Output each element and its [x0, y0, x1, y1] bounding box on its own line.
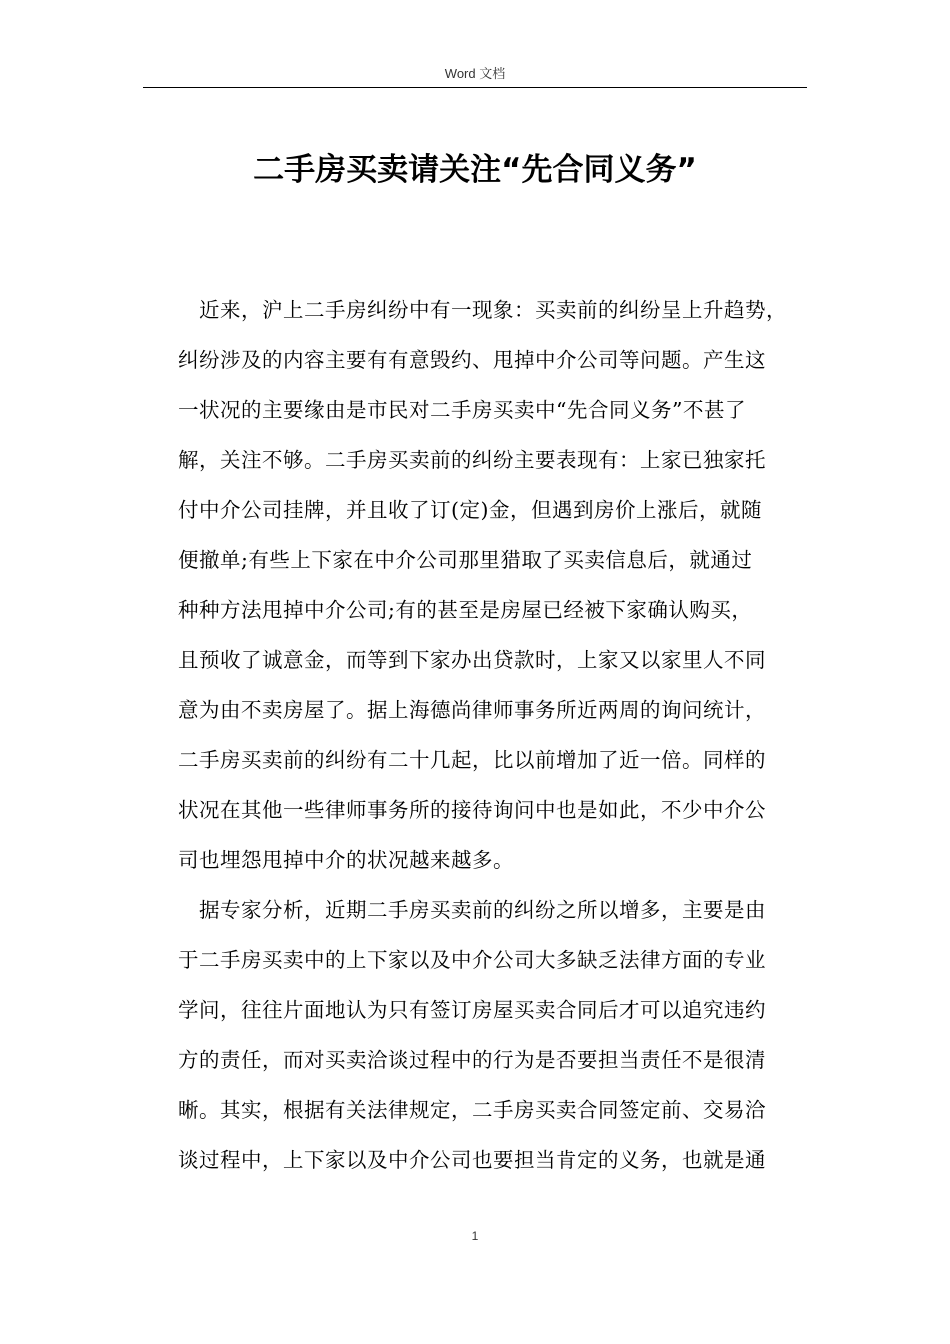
- text-line: 于二手房买卖中的上下家以及中介公司大多缺乏法律方面的专业: [178, 948, 766, 972]
- text-line: 意为由不卖房屋了。据上海德尚律师事务所近两周的询问统计，: [178, 698, 766, 722]
- text-line: 付中介公司挂牌，并且收了订(定)金，但遇到房价上涨后，就随: [178, 498, 762, 522]
- document-body: [178, 292, 804, 1192]
- text-line: 方的责任，而对买卖洽谈过程中的行为是否要担当责任不是很清: [178, 1048, 766, 1072]
- text-line: 据专家分析，近期二手房买卖前的纠纷之所以增多，主要是由: [199, 898, 766, 922]
- document-title: 二手房买卖请关注“先合同义务”: [253, 152, 697, 188]
- text-line: 种种方法甩掉中介公司;有的甚至是房屋已经被下家确认购买，: [178, 598, 753, 622]
- header-rule: [143, 87, 807, 88]
- text-line: 谈过程中，上下家以及中介公司也要担当肯定的义务，也就是通: [178, 1148, 766, 1172]
- text-line: 一状况的主要缘由是市民对二手房买卖中“先合同义务”不甚了: [178, 398, 746, 422]
- text-line: 司也埋怨甩掉中介的状况越来越多。: [178, 848, 514, 872]
- page-number: 1: [471, 1229, 479, 1243]
- text-line: 学问，往往片面地认为只有签订房屋买卖合同后才可以追究违约: [178, 998, 766, 1022]
- text-line: 便撤单;有些上下家在中介公司那里猎取了买卖信息后，就通过: [178, 548, 753, 572]
- text-line: 且预收了诚意金，而等到下家办出贷款时，上家又以家里人不同: [178, 648, 766, 672]
- text-line: 二手房买卖前的纠纷有二十几起，比以前增加了近一倍。同样的: [178, 748, 766, 772]
- document-header: Word 文档: [444, 66, 506, 81]
- text-line: 解，关注不够。二手房买卖前的纠纷主要表现有：上家已独家托: [178, 448, 766, 472]
- paragraph-1: [178, 292, 804, 892]
- paragraph-2: [178, 892, 804, 1192]
- text-line: 近来，沪上二手房纠纷中有一现象：买卖前的纠纷呈上升趋势，: [199, 298, 787, 322]
- text-line: 纠纷涉及的内容主要有有意毁约、甩掉中介公司等问题。产生这: [178, 348, 766, 372]
- text-line: 晰。其实，根据有关法律规定，二手房买卖合同签定前、交易洽: [178, 1098, 766, 1122]
- text-line: 状况在其他一些律师事务所的接待询问中也是如此，不少中介公: [178, 798, 766, 822]
